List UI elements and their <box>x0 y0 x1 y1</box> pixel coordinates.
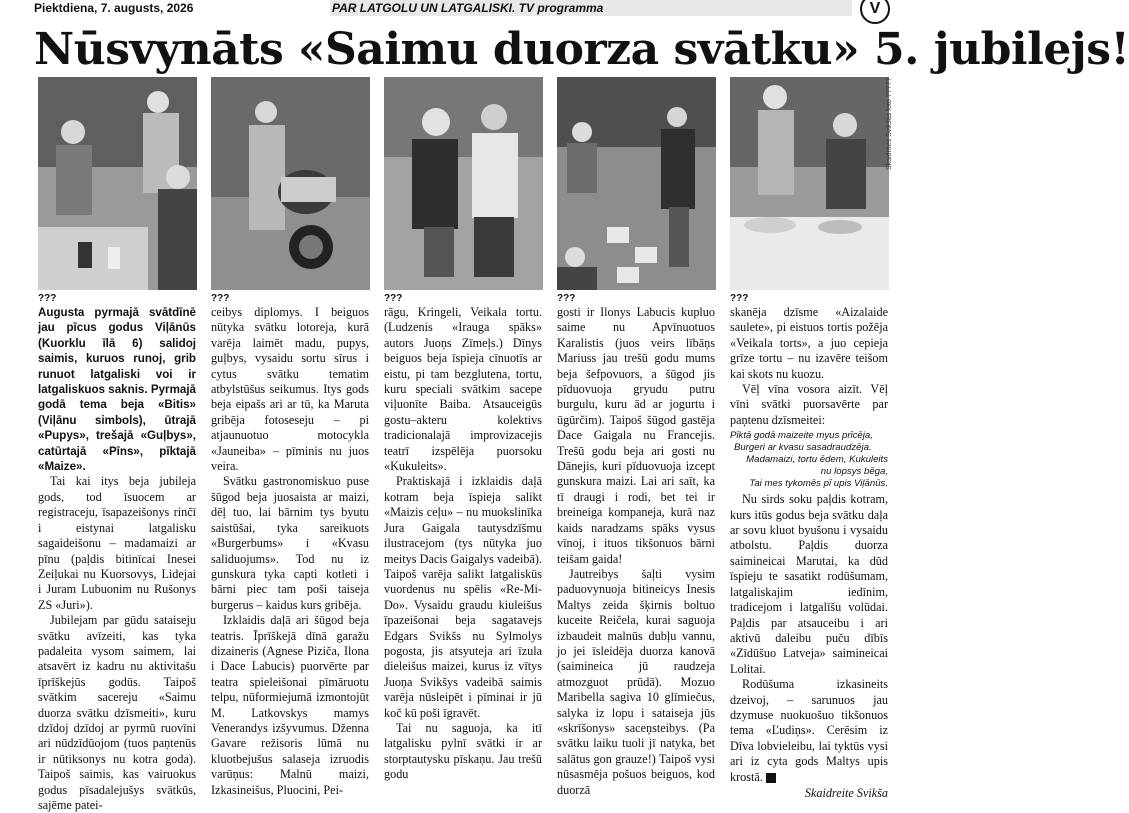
poem-line: Burgeri ar kvasu sasadraudzēja. <box>734 442 872 454</box>
article-lead: Augusta pyrmajā svātdīnē jau pīcus godus Viļānūs (Kuorklu īlā 6) salidoj saimis, kuruos runoj, grib runuot latgaliski voi ir latgaliskuos saknis. Pyrmajā godā tema beja «Bitis» (Viļānu simbols), ūtrajā «Pupys», trešajā «Guļbys», catūrtajā «Pīns», pīktajā «Maize». <box>38 306 196 474</box>
end-mark-icon: V <box>766 773 776 783</box>
photo-5-cake-table <box>730 77 889 290</box>
article-headline: Nūsvynāts «Saimu duorza svātku» 5. jubilejs! <box>34 24 1129 75</box>
paragraph: Jubilejam par gūdu sataiseju svātku avīzeiti, kas tyka padaleita vysom saimem, lai atsavērt iz kadru nu aktivitašu īprīškejūs godūs. Taipoš svātkim sacereju «Saimu duorza svātku dzīsmeiti», kuru dzīdoj dzīdoj ar pyrmū ruovīni ari nūdzīdūojom (tuos paņtenūs ir nūtiksonys nu kotra goda). Taipoš saimis, kas vairuokus godus pīsadalejušys svātkūs, sajēme patei- <box>38 613 196 812</box>
paragraph: Praktiskajā i izklaidis daļā kotram beja īspieja salikt «Maizis ceļu» – nu muokslinīka Jura Gaigala tautysdzīšmu ilustracejom (tys nūtyka juo meitys Dacis Gaigalys vadeibā). Taipoš varēja salikt latgaliskūs vuordenus nu spēlis «Re-Mi-Do». Vysaidu graudu kiuleišus īpazeišonai beja sagatavejs Edgars Svikšs nu Sylmolys pogosta, jis atsyuteja ari īzula dieleišus maizei, kurus iz vītys Juoņa Svikšys vadeibā saimis varēja nūsleipēt i pīminai ir jū koč kū poši īgravēt. <box>384 474 542 720</box>
photo-2-motorcycle <box>211 77 370 290</box>
article-column-2 <box>211 305 369 798</box>
paragraph: Jautreibys šaļti vysim paduovynuoja bitineicys Inesis Maltys zeida šķirnis boltuo kuceite Reičela, kurai saguoja izbaudeit malnūs dubļu vannu, jo jei īsleidēja duorza kanovā (saimineica jū raudzeja atmozguot prūdā). Mozuo Maribella sagiva 10 glīmiečus, salyka iz lopu i sataiseja jūs «skrīšonys» saceņsteibys. (Pa svātku laiku tuoli jī natyka, bet salātus gon grauze!) Taipoš vysi nūsasmēja pošuos beiguos, kod duorzā <box>557 566 715 797</box>
newspaper-logo: V <box>860 0 890 24</box>
paragraph-text: Rodūšuma izkasineits dzeivoj, – sarunuos jau dzymuse nuokuošuo tikšonuos tema «Ľudiņs». Cerēsim iz Dīva lobvieleibu, lai tyktūs vysi ari iz cyta gods Maltys upis krostā. <box>730 677 888 784</box>
paragraph: Vēļ vīna vosora aizīt. Vēļ vīni svātki puorsavērte par paņtenu dzīsmeitei: <box>730 382 888 427</box>
paragraph: skanēja dzīsme «Aizalaide saulete», pi eistuos tortis požēja «Veikala torts», a juo cepieja grīze tortu – nu izavēre teišom kai skots nu kuozu. <box>730 305 888 381</box>
photo-4-children-puzzle <box>557 77 716 290</box>
paragraph: rāgu, Kringeli, Veikala tortu. (Ludzenis «Irauga spāks» autors Juoņs Zīmeļs.) Dīnys beiguos beja īspieja cīnuotīs ar eistu, pi tam bezglutena, tortu, kuru speciali svātkim sacepe viļuonīte Baiba. Atsauceigūs gostu–akteru kolektivs tradicionalajā improvizacejis teatrī izspēlēja puorsoku «Kukuleits». <box>384 305 542 474</box>
paragraph <box>730 677 888 785</box>
paragraph: ceibys diplomys. I beiguos nūtyka svātku lotoreja, kurā varēja laimēt madu, pupys, guļbys, vysaidu sortu sīrus i cytus svātku tematim atbylstūšus seikumus. Itys gods beja eipašs ari ar tū, ka Maruta gribēja fotoseseju – pi atjaunuotuo motocykla «Jauneiba» – pīminis nu juos veira. <box>211 305 369 474</box>
photo-4-caption: ??? <box>557 293 576 304</box>
poem-line: Madamaizi, tortu ēdem, Kukuleits <box>746 454 888 466</box>
photo-3-couple-craft <box>384 77 543 290</box>
article-column-4 <box>557 305 715 798</box>
poem-line: nu lopsys bēga, <box>820 466 888 478</box>
article-author: Skaidreite Svikša <box>804 785 888 800</box>
photo-3-caption: ??? <box>384 293 403 304</box>
photo-credit: Skaidrītes Svikšas foto ????? <box>886 77 893 170</box>
section-title: PAR LATGOLU UN LATGALISKI. TV programma <box>330 0 852 16</box>
paragraph: Nu sirds soku paļdis kotram, kurs itūs godus beja svātku daļa ar sovu kluot byušonu i vysaidu atbolstu. Paļdis duorza saimineicai Marutai, ka dūd īspieju te sasatikt rodūšumam, latgaliskajim iedīnim, tradicejom i latgalīšu volūdai. Paļdis par atsauceibu i ari aktivū daleibu puču dībīs «Zīdūšuo Latveja» saimineicai Lolitai. <box>730 492 888 676</box>
poem-line: Pīktā godā maizeite myus prīcēja, <box>730 430 873 442</box>
page-header <box>0 0 960 18</box>
paragraph: Izklaidis daļā ari šūgod beja teatris. Īprīškejā dīnā garažu dizaineris (Agnese Piziča, Ilona i Dace Labucis) puorvērte par teatra spieleišonai pīmāruotu telpu, nūformiejumā izmontojūt M. Latkovskys mamys Venerandys izšyvumus. Dženna Gavare režisoris lūmā nu kluotbejušus salaseja izruodis varūņus: Malnū maizi, Izkasineišus, Pluocini, Pei- <box>211 613 369 797</box>
article-column-5 <box>730 305 888 801</box>
poem-verse <box>730 430 888 490</box>
article-column-1 <box>38 305 196 813</box>
photo-5-caption: ??? <box>730 293 749 304</box>
photo-1-caption: ??? <box>38 293 57 304</box>
paragraph: gosti ir Ilonys Labucis kupluo saime nu Apvīnuotuos Karalistis (juos veirs lībāņs Mariuss jau trešū godu mums beja šefpovuors, a šūgod jis pīduovuoja gryudu putru burgulu, kuru ād ar jogurtu i ūgūrčim). Taipoš šūgod gastēja Dace Gaigala nu Francejis. Trešū godu beja ari gosti nu Dānejis, kuri pīduovuoja izcept gunskura maizi. Lai ari saīt, ka tī draugi i rodi, bet tei ir breineiga kompaneja, kurā naz kaids naradzams spāks vysus vīnoj, i ituos tikšonuos bārni teišam gaida! <box>557 305 715 566</box>
paragraph: Tai kai itys beja jubileja gods, tod īsuocem ar registraceju, īsapazeišonys rinčī i eistynai latgalisku sagaideišonu – madamaizi ar pīnu (paļdis bitinīcai Inesei Zeiļukai nu Kuorsovys, Lidejai i Juram Lubuonim nu Rušonys ZS «Juri»). <box>38 474 196 612</box>
paragraph: Tai nu saguoja, ka itī latgalisku pylnī svātki ir ar storptautysku pīskaņu. Jau trešū godu <box>384 720 542 782</box>
article-column-3 <box>384 305 542 783</box>
photo-1-family-table <box>38 77 197 290</box>
poem-line: Tai mes tykomēs pī upis Viļānūs. <box>749 478 888 490</box>
photo-2-caption: ??? <box>211 293 230 304</box>
issue-date: Piektdiena, 7. augusts, 2026 <box>34 1 194 15</box>
paragraph: Svātku gastronomiskuo puse šūgod beja juosaista ar maizi, dēļ tuo, lai bārnim tys byutu saistūšai, tyka sareikuots «Burgerbums» i «Kvasu saliduojums». Tod nu iz gunskura tyka capti kotleti i bārni piec tam poši taiseja burgerus – kaidus kurs gribēja. <box>211 474 369 612</box>
